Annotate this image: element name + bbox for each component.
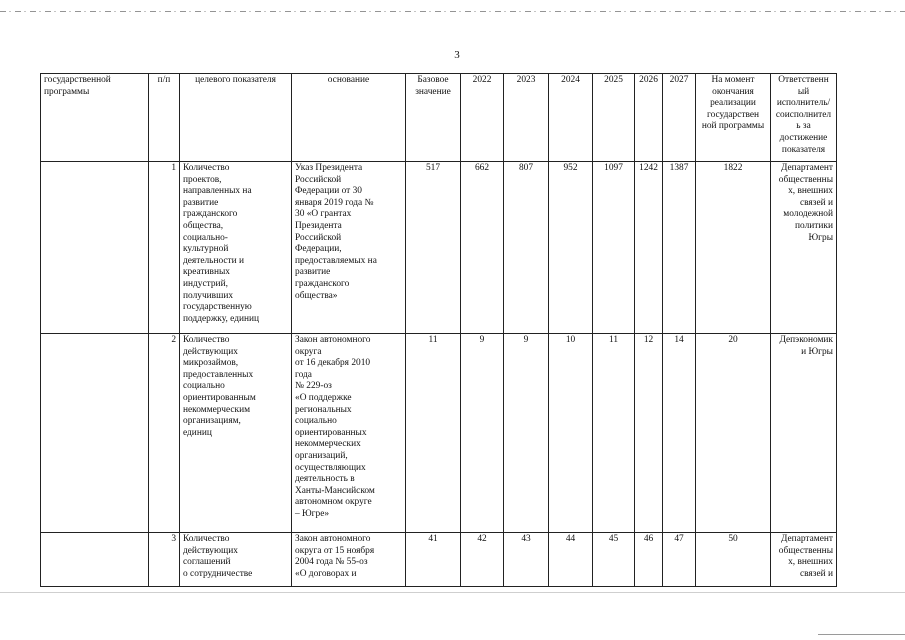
indicators-table — [40, 73, 837, 587]
cell-at-end: 50 — [696, 533, 771, 587]
header-2025: 2025 — [593, 74, 635, 162]
cell-base-value: 41 — [406, 533, 461, 587]
header-2026: 2026 — [635, 74, 663, 162]
cell-2024: 44 — [549, 533, 593, 587]
scan-edge-top — [0, 11, 905, 12]
cell-2023: 807 — [504, 162, 549, 334]
header-at-end: На момент окончания реализации государствен ной программы — [696, 74, 771, 162]
cell-basis: Закон автономного округа от 15 ноября 2004 года № 55-оз «О договорах и — [292, 533, 406, 587]
header-responsible: Ответственн ый исполнитель/ соисполнител ь за достижение показателя — [771, 74, 837, 162]
cell-base-value: 517 — [406, 162, 461, 334]
cell-responsible: Департамент общественны х, внешних связей и молодежной политики Югры — [771, 162, 837, 334]
page-number: 3 — [454, 49, 460, 61]
cell-2024: 10 — [549, 334, 593, 533]
table-header-row — [41, 74, 837, 162]
cell-2026: 46 — [635, 533, 663, 587]
header-program: государственной программы — [41, 74, 149, 162]
cell-index: 2 — [149, 334, 180, 533]
cell-indicator: Количество проектов, направленных на развитие гражданского общества, социально- культурной деятельности и креативных индустрий, получивших государственную поддержку, единиц — [180, 162, 292, 334]
cell-indicator: Количество действующих соглашений о сотрудничестве — [180, 533, 292, 587]
cell-2023: 43 — [504, 533, 549, 587]
cell-program — [41, 533, 149, 587]
cell-program — [41, 334, 149, 533]
header-2024: 2024 — [549, 74, 593, 162]
cell-responsible: Депэкономик и Югры — [771, 334, 837, 533]
header-indicator: целевого показателя — [180, 74, 292, 162]
cell-2027: 14 — [663, 334, 696, 533]
cell-2026: 12 — [635, 334, 663, 533]
table-row — [41, 162, 837, 334]
cell-basis: Указ Президента Российской Федерации от 30 января 2019 года № 30 «О грантах Президента Российской Федерации, предоставляемых на развитие гражданского общества» — [292, 162, 406, 334]
header-2027: 2027 — [663, 74, 696, 162]
scan-edge-bottom — [0, 592, 905, 593]
cell-program — [41, 162, 149, 334]
header-2023: 2023 — [504, 74, 549, 162]
header-base-value: Базовое значение — [406, 74, 461, 162]
cell-2025: 11 — [593, 334, 635, 533]
cell-2022: 662 — [461, 162, 504, 334]
cell-2023: 9 — [504, 334, 549, 533]
cell-indicator: Количество действующих микрозаймов, предоставленных социально ориентированным некоммерческим организациям, единиц — [180, 334, 292, 533]
scan-edge-corner — [818, 634, 905, 635]
header-basis: основание — [292, 74, 406, 162]
cell-index: 1 — [149, 162, 180, 334]
cell-2025: 45 — [593, 533, 635, 587]
cell-responsible: Департамент общественны х, внешних связей и — [771, 533, 837, 587]
cell-2027: 47 — [663, 533, 696, 587]
header-index: п/п — [149, 74, 180, 162]
cell-2024: 952 — [549, 162, 593, 334]
table-row — [41, 533, 837, 587]
cell-basis: Закон автономного округа от 16 декабря 2010 года № 229-оз «О поддержке региональных социально ориентированных некоммерческих организаций, осуществляющих деятельность в Ханты-Мансийском автономном округе – Югре» — [292, 334, 406, 533]
cell-2022: 9 — [461, 334, 504, 533]
cell-index: 3 — [149, 533, 180, 587]
header-2022: 2022 — [461, 74, 504, 162]
cell-2025: 1097 — [593, 162, 635, 334]
cell-at-end: 1822 — [696, 162, 771, 334]
cell-at-end: 20 — [696, 334, 771, 533]
cell-2026: 1242 — [635, 162, 663, 334]
cell-2022: 42 — [461, 533, 504, 587]
cell-2027: 1387 — [663, 162, 696, 334]
cell-base-value: 11 — [406, 334, 461, 533]
table-row — [41, 334, 837, 533]
